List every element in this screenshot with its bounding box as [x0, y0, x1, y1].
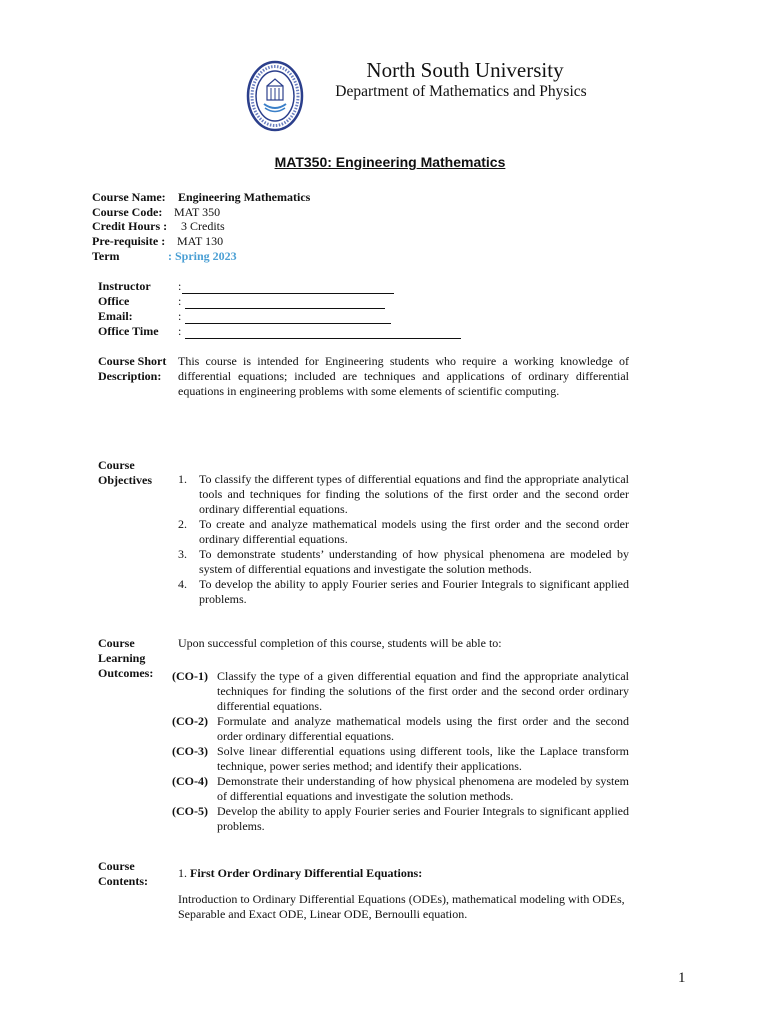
- list-item: (CO-5) Develop the ability to apply Fourier series and Fourier Integrals to significant applied problems.: [172, 804, 629, 833]
- objectives-list: [178, 472, 629, 607]
- term-value: : Spring 2023: [168, 249, 237, 263]
- email-label: Email:: [98, 309, 133, 323]
- document-title: MAT350: Engineering Mathematics: [274, 154, 506, 170]
- credit-hours-value: 3 Credits: [181, 219, 225, 233]
- university-seal-icon: [246, 60, 304, 132]
- course-name-value: Engineering Mathematics: [178, 190, 311, 204]
- list-item: 1. To classify the different types of differential equations and find the appropriate analytical tools and techniques for finding the solutions of the first order and the second order ordinary differential equations.: [178, 472, 629, 516]
- email-field: :: [178, 309, 391, 324]
- list-item: 4. To develop the ability to apply Fourier series and Fourier Integrals to significant applied problems.: [178, 577, 629, 606]
- list-item: 3. To demonstrate students’ understanding of how physical phenomena are modeled by system of differential equations and investigate the solution methods.: [178, 547, 629, 576]
- course-code-label: Course Code:: [92, 205, 163, 219]
- department-name: Department of Mathematics and Physics: [335, 83, 587, 100]
- list-item: (CO-3) Solve linear differential equations using different tools, like the Laplace transform technique, power series method; and identify their applications.: [172, 744, 629, 773]
- course-code-value: MAT 350: [174, 205, 221, 219]
- page-number: 1: [678, 970, 686, 986]
- outcomes-list: [172, 669, 629, 834]
- prerequisite-value: MAT 130: [177, 234, 224, 248]
- outcomes-label: Course Learning Outcomes:: [98, 636, 154, 680]
- outcomes-intro: Upon successful completion of this course, students will be able to:: [178, 636, 502, 650]
- contents-heading: 1. First Order Ordinary Differential Equations:: [178, 866, 423, 880]
- objectives-label: Course Objectives: [98, 458, 152, 487]
- office-time-label: Office Time: [98, 324, 159, 338]
- instructor-label: Instructor: [98, 279, 151, 293]
- instructor-blank-line: [182, 283, 394, 294]
- credit-hours-label: Credit Hours :: [92, 219, 168, 233]
- list-item: (CO-1) Classify the type of a given differential equation and find the appropriate analytical techniques for finding the solutions of the first order and the second order ordinary differential equations.: [172, 669, 629, 713]
- description-text: This course is intended for Engineering students who require a working knowledge of differential equations; included are techniques and applications of ordinary differential equations in engineering problems with some elements of scientific computing.: [178, 354, 629, 398]
- office-field: :: [178, 294, 385, 309]
- term-label: Term: [92, 249, 120, 263]
- office-time-blank-line: [185, 328, 461, 339]
- course-name-label: Course Name:: [92, 190, 166, 204]
- office-label: Office: [98, 294, 130, 308]
- list-item: (CO-2) Formulate and analyze mathematical models using the first order and the second order ordinary differential equations.: [172, 714, 629, 743]
- instructor-field: :: [178, 279, 394, 294]
- contents-text: Introduction to Ordinary Differential Equations (ODEs), mathematical modeling with ODEs, Separable and Exact ODE, Linear ODE, Bernoulli equation.: [178, 892, 625, 921]
- university-name: North South University: [366, 58, 564, 82]
- list-item: (CO-4) Demonstrate their understanding of how physical phenomena are modeled by system of differential equations and investigate the solution methods.: [172, 774, 629, 803]
- description-label: Course Short Description:: [98, 354, 167, 383]
- office-blank-line: [185, 298, 385, 309]
- office-time-field: :: [178, 324, 461, 339]
- prerequisite-label: Pre-requisite :: [92, 234, 166, 248]
- email-blank-line: [185, 313, 391, 324]
- list-item: 2. To create and analyze mathematical models using the first order and the second order ordinary differential equations.: [178, 517, 629, 546]
- contents-label: Course Contents:: [98, 859, 148, 888]
